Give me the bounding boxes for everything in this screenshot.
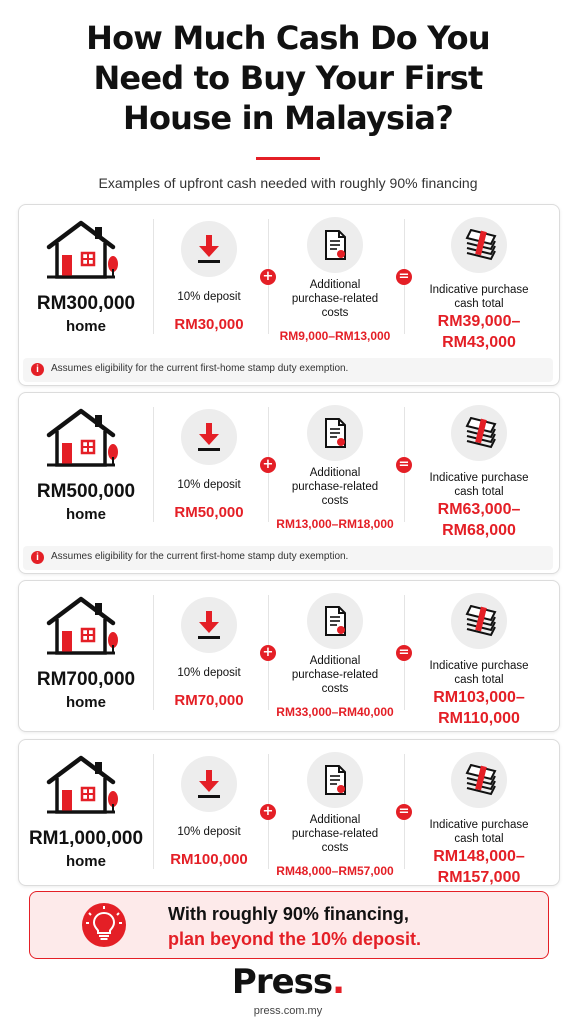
logo-text: Press	[231, 962, 333, 1002]
note-text: Assumes eligibility for the current first-home stamp duty exemption.	[51, 551, 349, 562]
costs-label-line: Additional	[309, 279, 361, 291]
total-label-line: cash total	[454, 833, 504, 845]
lightbulb-icon	[82, 903, 126, 947]
deposit-amount: RM50,000	[174, 504, 244, 521]
costs-label	[274, 813, 396, 855]
document-icon	[307, 752, 363, 808]
callout-line-1: With roughly 90% financing,	[168, 904, 409, 924]
home-label: home	[65, 853, 106, 870]
total-label-line: Indicative purchase	[429, 660, 529, 672]
costs-label-line: purchase-related	[291, 481, 379, 493]
equals-icon: =	[396, 804, 412, 820]
price-card	[18, 392, 560, 574]
total-label-line: Indicative purchase	[429, 472, 529, 484]
plus-icon: +	[260, 804, 276, 820]
document-icon	[307, 593, 363, 649]
costs-label	[274, 654, 396, 696]
download-arrow-icon	[181, 756, 237, 812]
plus-icon: +	[260, 645, 276, 661]
total-label-line: cash total	[454, 674, 504, 686]
costs-amount: RM48,000–RM57,000	[276, 864, 394, 878]
deposit-label: 10% deposit	[177, 667, 241, 679]
costs-label-line: Additional	[309, 467, 361, 479]
note-text: Assumes eligibility for the current first-home stamp duty exemption.	[51, 363, 349, 374]
plus-icon: +	[260, 457, 276, 473]
total-amount-to: RM68,000	[442, 522, 516, 539]
title-line: How Much Cash Do You	[86, 19, 490, 57]
total-amount-from: RM103,000–	[433, 689, 525, 706]
costs-label-line: purchase-related	[291, 828, 379, 840]
price-card	[18, 204, 560, 386]
costs-label-line: purchase-related	[291, 293, 379, 305]
total-amount-from: RM39,000–	[437, 313, 521, 330]
download-arrow-icon	[181, 409, 237, 465]
title-divider	[256, 157, 320, 160]
costs-label-line: costs	[321, 495, 349, 507]
page-title	[0, 18, 576, 138]
total-amount-to: RM157,000	[437, 869, 521, 886]
costs-label-line: costs	[321, 307, 349, 319]
house-icon	[43, 595, 123, 662]
equals-icon: =	[396, 269, 412, 285]
press-logo	[0, 962, 576, 1002]
costs-amount: RM13,000–RM18,000	[276, 517, 394, 531]
total-label-line: Indicative purchase	[429, 819, 529, 831]
download-arrow-icon	[181, 597, 237, 653]
cash-stack-icon	[451, 593, 507, 649]
total-amount-from: RM63,000–	[437, 501, 521, 518]
total-label-line: cash total	[454, 486, 504, 498]
deposit-amount: RM70,000	[174, 692, 244, 709]
total-label-line: cash total	[454, 298, 504, 310]
costs-label	[274, 278, 396, 320]
total-label	[414, 283, 544, 311]
house-icon	[43, 407, 123, 474]
site-url: press.com.my	[253, 1005, 323, 1017]
costs-amount: RM33,000–RM40,000	[276, 705, 394, 719]
assumption-note	[23, 546, 553, 570]
assumption-note	[23, 358, 553, 382]
deposit-label: 10% deposit	[177, 479, 241, 491]
info-icon: i	[31, 551, 44, 564]
deposit-amount: RM30,000	[174, 316, 244, 333]
total-label	[414, 471, 544, 499]
total-label	[414, 659, 544, 687]
title-line: Need to Buy Your First	[93, 59, 483, 97]
total-amount-from: RM148,000–	[433, 848, 525, 865]
info-icon: i	[31, 363, 44, 376]
home-label: home	[65, 318, 106, 335]
costs-label-line: purchase-related	[291, 669, 379, 681]
cash-stack-icon	[451, 405, 507, 461]
total-label	[414, 818, 544, 846]
home-label: home	[65, 694, 106, 711]
costs-amount: RM9,000–RM13,000	[279, 329, 391, 343]
plus-icon: +	[260, 269, 276, 285]
deposit-label: 10% deposit	[177, 291, 241, 303]
total-amount-to: RM43,000	[442, 334, 516, 351]
costs-label-line: costs	[321, 683, 349, 695]
equals-icon: =	[396, 457, 412, 473]
callout-box	[29, 891, 549, 959]
cash-stack-icon	[451, 752, 507, 808]
costs-label	[274, 466, 396, 508]
house-icon	[43, 219, 123, 286]
title-line: House in Malaysia?	[123, 99, 453, 137]
home-price: RM700,000	[36, 669, 136, 690]
costs-label-line: costs	[321, 842, 349, 854]
price-card	[18, 739, 560, 886]
callout-line-2: plan beyond the 10% deposit.	[168, 929, 422, 949]
home-price: RM1,000,000	[28, 828, 144, 849]
logo-dot: .	[332, 962, 345, 1002]
equals-icon: =	[396, 645, 412, 661]
total-label-line: Indicative purchase	[429, 284, 529, 296]
subtitle: Examples of upfront cash needed with roughly 90% financing	[98, 175, 478, 191]
total-amount-to: RM110,000	[438, 710, 520, 727]
cash-stack-icon	[451, 217, 507, 273]
price-card	[18, 580, 560, 732]
house-icon	[43, 754, 123, 821]
home-price: RM500,000	[36, 481, 136, 502]
download-arrow-icon	[181, 221, 237, 277]
costs-label-line: Additional	[309, 814, 361, 826]
deposit-amount: RM100,000	[170, 851, 248, 868]
home-label: home	[65, 506, 106, 523]
deposit-label: 10% deposit	[177, 826, 241, 838]
costs-label-line: Additional	[309, 655, 361, 667]
document-icon	[307, 217, 363, 273]
document-icon	[307, 405, 363, 461]
home-price: RM300,000	[36, 293, 136, 314]
